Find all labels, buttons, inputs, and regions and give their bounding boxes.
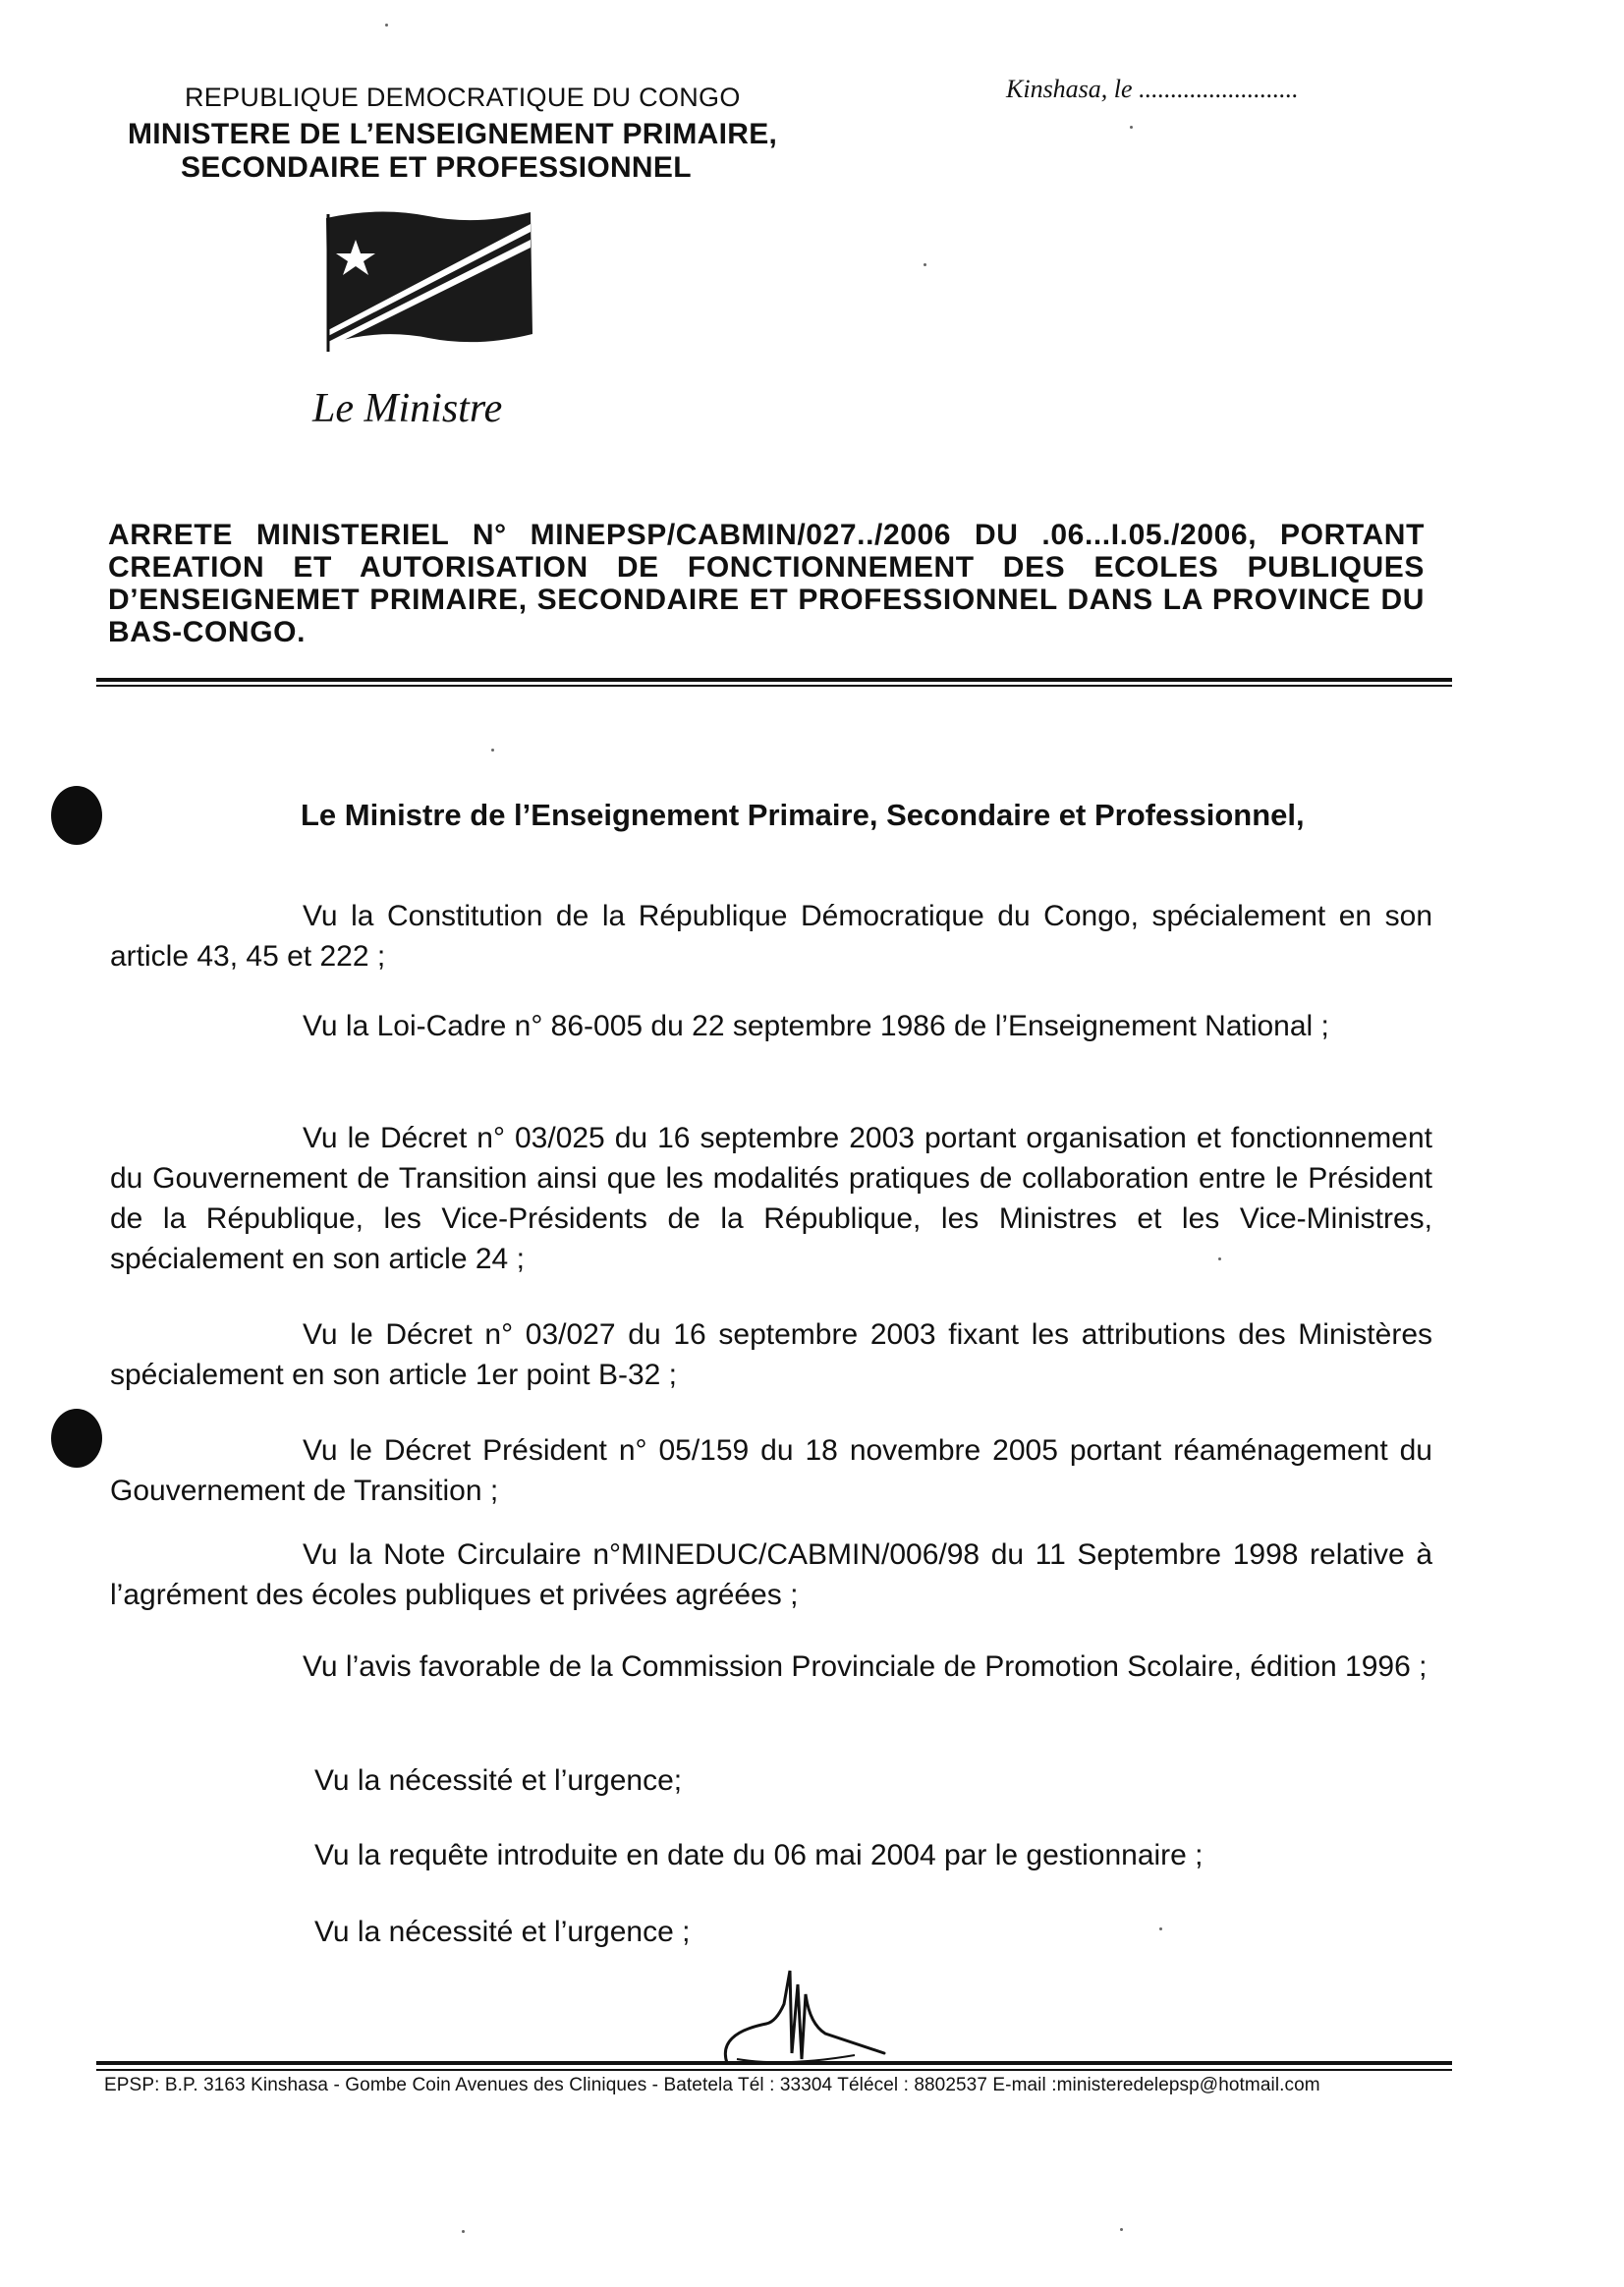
consideration-paragraph: Vu la Constitution de la République Démocratique du Congo, spécialement en son article 43, 45 et 222 ; <box>110 900 1432 973</box>
consideration-paragraph: Vu le Décret n° 03/025 du 16 septembre 2003 portant organisation et fonctionnement du Gouvernement de Transition ainsi que les modalités pratiques de collaboration entre le Président de la République, les Vice-Présidents de la République, les Ministres et les Vice-Ministres, spécialement en son article 24 ; <box>110 1122 1432 1275</box>
consideration-line: Vu la requête introduite en date du 06 mai 2004 par le gestionnaire ; <box>314 1839 1204 1871</box>
intro-line: Le Ministre de l’Enseignement Primaire, Secondaire et Professionnel, <box>301 798 1305 832</box>
minister-title: Le Ministre <box>312 386 503 431</box>
scan-speck <box>491 749 494 752</box>
title-divider-thin <box>96 685 1452 687</box>
consideration-paragraph: Vu l’avis favorable de la Commission Provinciale de Promotion Scolaire, édition 1996 ; <box>303 1650 1428 1683</box>
header-country: REPUBLIQUE DEMOCRATIQUE DU CONGO <box>185 83 741 112</box>
footer-contact: EPSP: B.P. 3163 Kinshasa - Gombe Coin Avenues des Cliniques - Batetela Tél : 33304 Télécel : 8802537 E-mail :ministeredelepsp@hotmail.com <box>104 2075 1320 2095</box>
consideration-paragraph: Vu le Décret Président n° 05/159 du 18 novembre 2005 portant réaménagement du Gouvernement de Transition ; <box>110 1434 1432 1507</box>
scan-speck <box>462 2230 465 2233</box>
scan-speck <box>1130 126 1133 129</box>
decree-title: ARRETE MINISTERIEL N° MINEPSP/CABMIN/027../2006 DU .06...I.05./2006, PORTANT CREATION ET AUTORISATION DE FONCTIONNEMENT DES ECOLES PUBLIQUES D’ENSEIGNEMET PRIMAIRE, SECONDAIRE ET PROFESSIONNEL DANS LA PROVINCE DU BAS-CONGO. <box>108 519 1425 648</box>
punch-hole-top <box>51 786 102 845</box>
footer-divider <box>96 2061 1452 2065</box>
header-ministry-cont: SECONDAIRE ET PROFESSIONNEL <box>181 151 692 184</box>
minister-signature <box>707 1965 904 2073</box>
scan-speck <box>1218 1257 1221 1260</box>
punch-hole-bottom <box>51 1409 102 1468</box>
place-date: Kinshasa, le ......................... <box>1006 75 1299 103</box>
scan-speck <box>1120 2228 1123 2231</box>
scan-speck <box>385 24 388 27</box>
consideration-paragraph: Vu la Note Circulaire n°MINEDUC/CABMIN/006/98 du 11 Septembre 1998 relative à l’agrément des écoles publiques et privées agréées ; <box>110 1538 1432 1611</box>
header-ministry: MINISTERE DE L’ENSEIGNEMENT PRIMAIRE, <box>128 118 778 150</box>
footer-divider-thin <box>96 2069 1452 2071</box>
scan-speck <box>1159 1927 1162 1930</box>
scan-speck <box>924 263 926 266</box>
drc-flag-emblem-icon <box>320 204 538 354</box>
consideration-line: Vu la nécessité et l’urgence ; <box>314 1916 691 1948</box>
consideration-paragraph: Vu le Décret n° 03/027 du 16 septembre 2003 fixant les attributions des Ministères spécialement en son article 1er point B-32 ; <box>110 1318 1432 1391</box>
title-divider <box>96 678 1452 682</box>
consideration-paragraph: Vu la Loi-Cadre n° 86-005 du 22 septembre 1986 de l’Enseignement National ; <box>303 1010 1329 1042</box>
consideration-line: Vu la nécessité et l’urgence; <box>314 1764 683 1797</box>
